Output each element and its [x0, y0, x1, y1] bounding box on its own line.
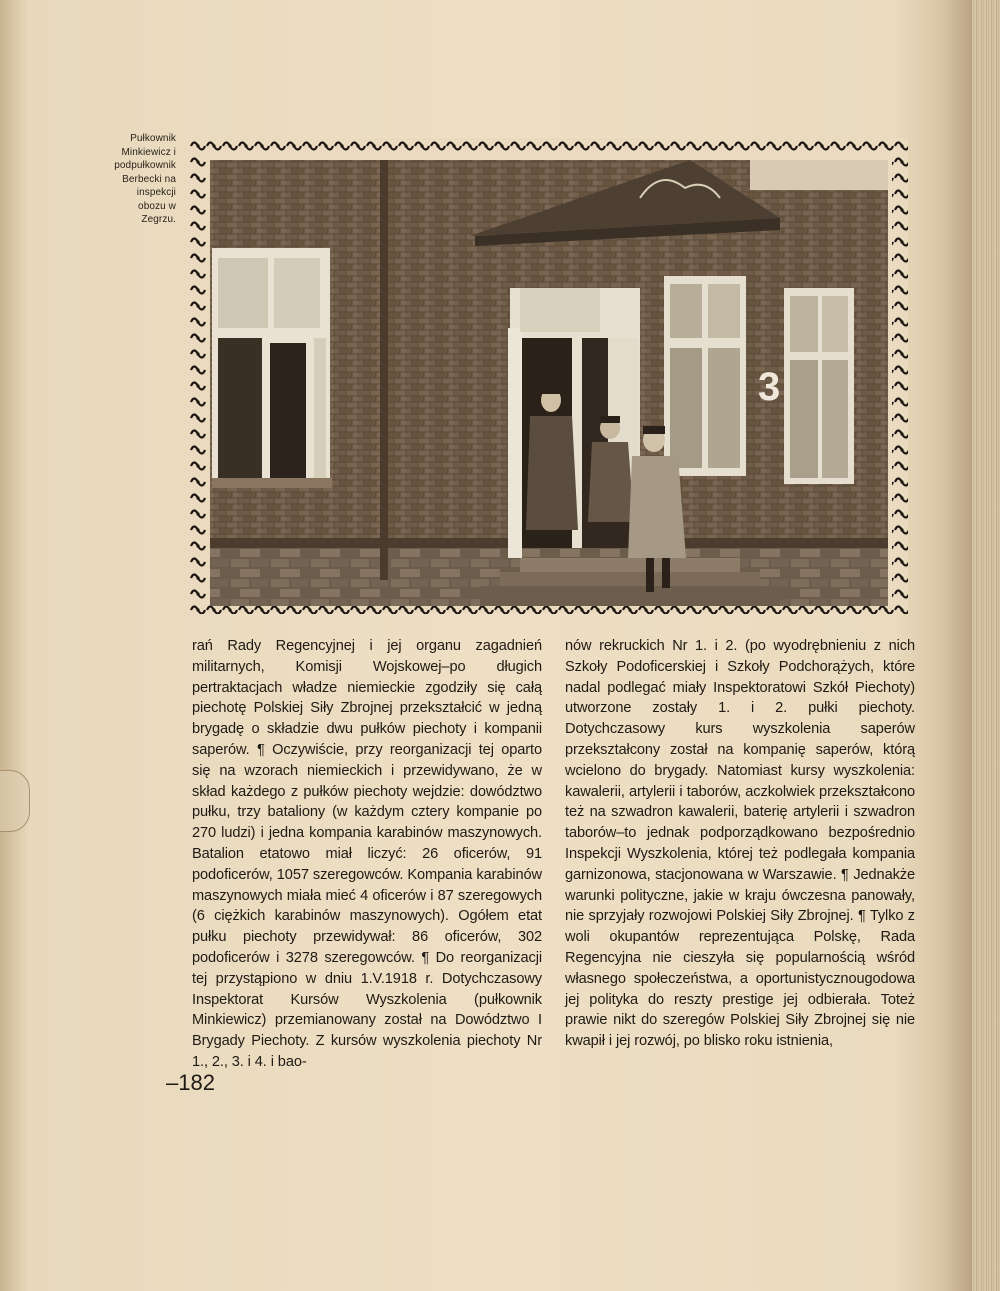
- window-number: 3: [758, 365, 781, 409]
- text-column-right: [565, 636, 915, 1052]
- body-text-left: rań Rady Regencyjnej i jej organu zagadnień militarnych, Komisji Wojskowej–po długich pertraktacjach władze niemieckie zgodziły się całą piechotę Polskiej Siły Zbrojnej przekształcić w jedną brygadę o składzie dwu pułków piechoty i kompanii saperów. ¶ Oczywiście, przy reorganizacji tej oparto się na wzorach niemieckich i przewidywano, że w skład każdego z pułków piechoty wejdzie: dowództwo pułku, trzy bataliony (w każdym cztery kompanie po 270 ludzi) i jedna kompania karabinów maszynowych. Batalion etatowo miał liczyć: 26 oficerów, 91 podoficerów, 1057 szeregowców. Kompania karabinów maszynowych miała mieć 4 oficerów i 87 szeregowych (6 ciężkich karabinów maszynowych). Ogółem etat pułku piechoty przewidywał: 86 oficerów, 302 podoficerów i 3278 szeregowców. ¶ Do reorganizacji tej przystąpiono w dniu 1.V.1918 r. Dotychczasowy Inspektorat Kursów Wyszkolenia (pułkownik Minkiewicz) przemianowany został na Dowództwo I Brygady Piechoty. Z kursów wyszkolenia piechoty Nr 1., 2., 3. i 4. i bao-: [192, 638, 542, 1070]
- body-text-right: nów rekruckich Nr 1. i 2. (po wyodrębnieniu z nich Szkoły Podoficerskiej i Szkoły Podchorążych, które nadal podlegać miały Inspektoratowi Szkół Piechoty) utworzone zostały 1. i 2. pułki piechoty. Dotychczasowy kurs wyszkolenia saperów przekształcony został na kompanię saperów, którą wcielono do brygady. Natomiast kursy wyszkolenia: kawalerii, artylerii i taborów, aczkolwiek przekształcono też na szwadron kawalerii, baterię artylerii i szwadron taborów–to jednak podporządkowano bezpośrednio Inspekcji Wyszkolenia, której też podlegała kompania garnizonowa, stacjonowana w Warszawie. ¶ Jednakże warunki polityczne, jakie w kraju ówczesna panowały, nie sprzyjały rozwojowi Polskiej Siły Zbrojnej. ¶ Tylko z woli okupantów reprezentująca Polskę, Rada Regencyjna nie cieszyła się popularnością wśród własnego społeczeństwa, a oportunistycznougodowa jej polityka do reszty prestige jej odbierała. Toteż prawie nikt do szeregów Polskiej Siły Zbrojnej się nie kwapił i jej rozwój, po blisko roku istnienia,: [565, 638, 915, 1050]
- book-page-edges: [972, 0, 1000, 1291]
- photo-caption: Pułkownik Minkiewicz i podpułkownik Berbecki na inspekcji obozu w Zegrzu.: [114, 133, 176, 225]
- photo-image: [210, 160, 888, 606]
- photograph: [190, 138, 908, 614]
- page-tab-mark: [0, 770, 30, 832]
- page-number: –182: [166, 1070, 215, 1095]
- photo-frame: [190, 138, 908, 614]
- text-column-left: [192, 636, 542, 1073]
